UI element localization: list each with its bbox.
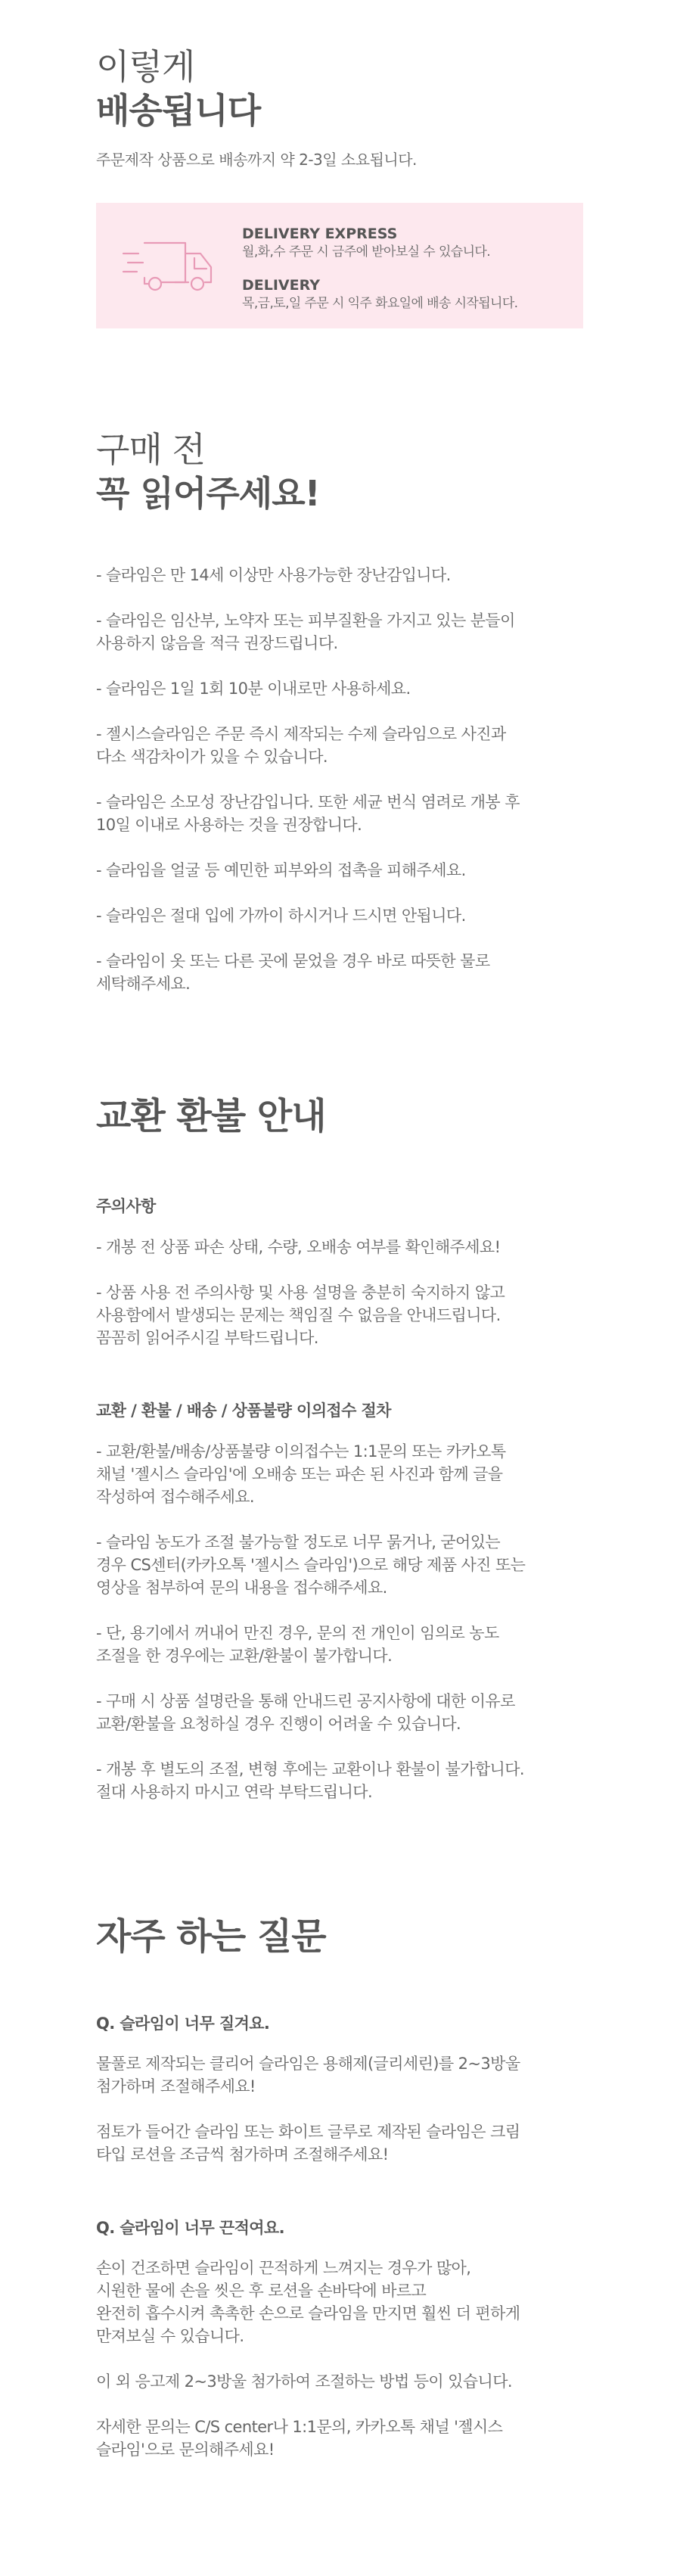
truck-icon — [122, 237, 220, 297]
text-line: 슬라임'으로 문의해주세요! — [96, 2441, 275, 2459]
text-line: 타입 로션을 조금씩 첨가하며 조절해주세요! — [96, 2145, 389, 2164]
text-line: - 슬라임은 소모성 장난감입니다. 또한 세균 번식 염려로 개봉 후 — [96, 793, 520, 811]
text-line: 자세한 문의는 C/S center나 1:1문의, 카카오톡 채널 '젤시스 — [96, 2418, 503, 2436]
text-line: 꼼꼼히 읽어주시길 부탁드립니다. — [96, 1329, 318, 1347]
caution-list — [96, 1236, 583, 1349]
express-title: DELIVERY EXPRESS — [242, 226, 398, 242]
text-line: 이 외 응고제 2~3방울 첨가하여 조절하는 방법 등이 있습니다. — [96, 2372, 512, 2391]
text-line: 작성하여 접수해주세요. — [96, 1488, 255, 1506]
text-line: - 단, 용기에서 꺼내어 만진 경우, 문의 전 개인이 임의로 농도 — [96, 1624, 499, 1642]
text-line: 만져보실 수 있습니다. — [96, 2327, 244, 2345]
text-line: - 슬라임이 옷 또는 다른 곳에 묻었을 경우 바로 따뜻한 물로 — [96, 952, 490, 970]
delivery-info-box — [96, 203, 583, 328]
text-line: 점토가 들어간 슬라임 또는 화이트 글루로 제작된 슬라임은 크림 — [96, 2123, 520, 2141]
text-line: 10일 이내로 사용하는 것을 권장합니다. — [96, 816, 362, 834]
text-line: - 젤시스슬라임은 주문 즉시 제작되는 수제 슬라임으로 사진과 — [96, 725, 506, 743]
list-item — [96, 2257, 583, 2347]
text-line: 사용하지 않음을 적극 권장드립니다. — [96, 634, 338, 652]
express-delivery — [242, 226, 490, 262]
faq-answer-2 — [96, 2257, 583, 2461]
list-item — [96, 904, 583, 927]
exchange-title: 교환 환불 안내 — [96, 1095, 326, 1137]
text-line: - 슬라임을 얼굴 등 예민한 피부와의 접촉을 피해주세요. — [96, 861, 466, 879]
text-line: - 상품 사용 전 주의사항 및 사용 설명을 충분히 숙지하지 않고 — [96, 1283, 505, 1302]
list-item — [96, 2416, 583, 2461]
text-line: - 슬라임 농도가 조절 불가능할 정도로 너무 묽거나, 굳어있는 — [96, 1533, 501, 1551]
faq-question-1: Q. 슬라임이 너무 질겨요. — [96, 2014, 270, 2033]
list-item — [96, 791, 583, 836]
list-item — [96, 2120, 583, 2166]
list-item — [96, 1236, 583, 1258]
delivery-heading — [96, 45, 583, 170]
text-line: 채널 '젤시스 슬라임'에 오배송 또는 파손 된 사진과 함께 글을 — [96, 1465, 503, 1483]
text-line: 손이 건조하면 슬라임이 끈적하게 느껴지는 경우가 많아, — [96, 2259, 471, 2277]
text-line: - 슬라임은 1일 1회 10분 이내로만 사용하세요. — [96, 680, 411, 698]
text-line: 첨가하며 조절해주세요! — [96, 2077, 256, 2095]
list-item — [96, 677, 583, 700]
text-line: 다소 색감차이가 있을 수 있습니다. — [96, 748, 328, 766]
text-line: - 교환/환불/배송/상품불량 이의접수는 1:1문의 또는 카카오톡 — [96, 1442, 506, 1461]
list-item — [96, 1622, 583, 1667]
caution-title: 주의사항 — [96, 1197, 156, 1215]
text-line: 영상을 첨부하여 문의 내용을 접수해주세요. — [96, 1579, 387, 1597]
process-title: 교환 / 환불 / 배송 / 상품불량 이의접수 절차 — [96, 1402, 391, 1420]
delivery-lead: 주문제작 상품으로 배송까지 약 2-3일 소요됩니다. — [96, 151, 417, 169]
before-heading — [96, 428, 583, 515]
before-title-light: 구매 전 — [96, 429, 205, 470]
list-item — [96, 1281, 583, 1349]
list-item — [96, 859, 583, 882]
list-item — [96, 1531, 583, 1599]
delivery-title-bold: 배송됩니다 — [96, 89, 261, 131]
text-line: - 슬라임은 만 14세 이상만 사용가능한 장난감입니다. — [96, 566, 451, 584]
text-line: 교환/환불을 요청하실 경우 진행이 어려울 수 있습니다. — [96, 1715, 461, 1733]
text-line: 완전히 흡수시켜 촉촉한 손으로 슬라임을 만지면 훨씬 더 편하게 — [96, 2304, 520, 2322]
list-item — [96, 1758, 583, 1803]
list-item — [96, 1440, 583, 1508]
list-item — [96, 2370, 583, 2393]
faq-title: 자주 하는 질문 — [96, 1915, 326, 1958]
list-item — [96, 2052, 583, 2098]
list-item — [96, 723, 583, 768]
list-item — [96, 564, 583, 586]
text-line: - 슬라임은 절대 입에 가까이 하시거나 드시면 안됩니다. — [96, 907, 466, 925]
faq-answer-1 — [96, 2052, 583, 2166]
list-item — [96, 1690, 583, 1735]
list-item — [96, 950, 583, 995]
text-line: 조절을 한 경우에는 교환/환불이 불가합니다. — [96, 1647, 393, 1665]
text-line: 사용함에서 발생되는 문제는 책임질 수 없음을 안내드립니다. — [96, 1306, 501, 1324]
text-line: - 개봉 전 상품 파손 상태, 수량, 오배송 여부를 확인해주세요! — [96, 1238, 501, 1256]
express-desc: 월,화,수 주문 시 금주에 받아보실 수 있습니다. — [242, 244, 491, 260]
normal-delivery — [242, 277, 517, 313]
before-notice-list — [96, 564, 583, 995]
faq-question-2: Q. 슬라임이 너무 끈적여요. — [96, 2219, 284, 2237]
text-line: 절대 사용하지 마시고 연락 부탁드립니다. — [96, 1783, 373, 1801]
text-line: 세탁해주세요. — [96, 975, 191, 993]
text-line: - 개봉 후 별도의 조절, 변형 후에는 교환이나 환불이 불가합니다. — [96, 1760, 524, 1778]
text-line: - 슬라임은 임산부, 노약자 또는 피부질환을 가지고 있는 분들이 — [96, 611, 515, 630]
text-line: - 구매 시 상품 설명란을 통해 안내드린 공지사항에 대한 이유로 — [96, 1692, 515, 1710]
delivery-title-light: 이렇게 — [96, 46, 195, 87]
normal-desc: 목,금,토,일 주문 시 익주 화요일에 배송 시작됩니다. — [242, 295, 518, 311]
text-line: 물풀로 제작되는 클리어 슬라임은 용해제(글리세린)를 2~3방울 — [96, 2055, 520, 2073]
list-item — [96, 609, 583, 655]
process-list — [96, 1440, 583, 1803]
normal-title: DELIVERY — [242, 277, 320, 294]
text-line: 경우 CS센터(카카오톡 '젤시스 슬라임')으로 해당 제품 사진 또는 — [96, 1556, 526, 1574]
before-title-bold: 꼭 읽어주세요! — [96, 472, 320, 514]
text-line: 시원한 물에 손을 씻은 후 로션을 손바닥에 바르고 — [96, 2282, 427, 2300]
